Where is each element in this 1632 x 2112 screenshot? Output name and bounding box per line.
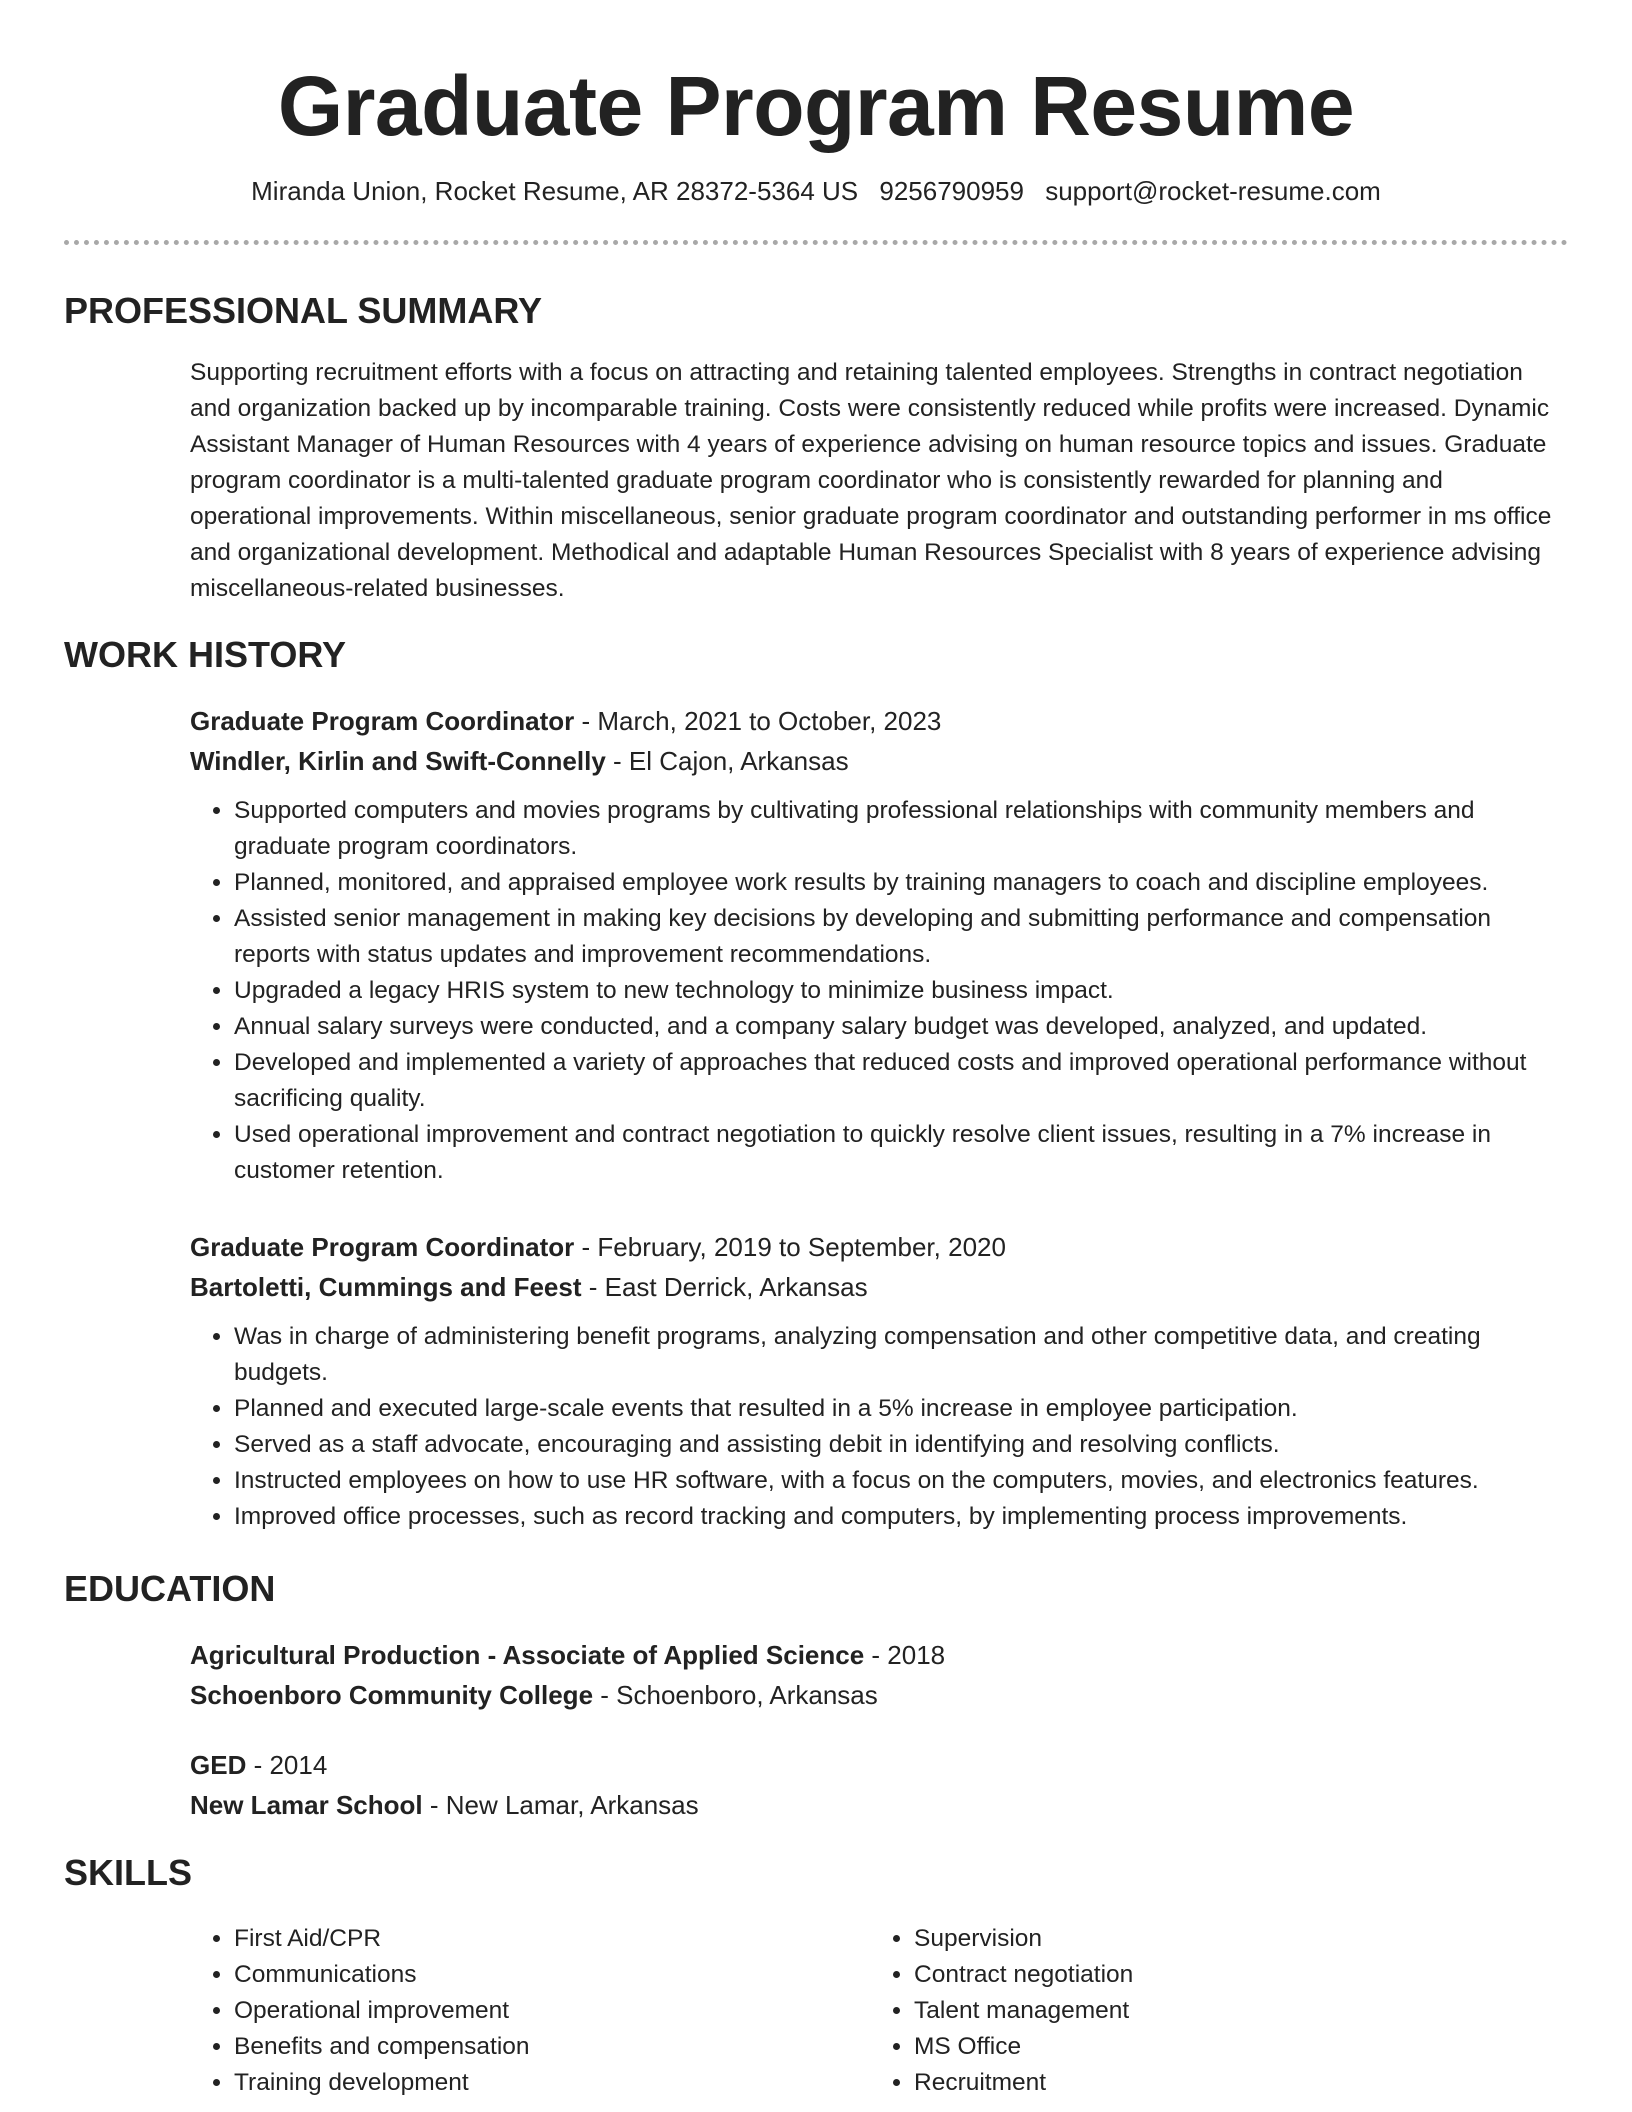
job-location: - East Derrick, Arkansas [581, 1272, 868, 1302]
skill-item: • Contract negotiation [914, 1957, 1550, 1993]
header-divider [64, 240, 1568, 245]
skill-item: • Benefits and compensation [234, 2029, 870, 2065]
list-item: • Served as a staff advocate, encouraging and assisting debit in identifying and resolving conflicts. [234, 1427, 1568, 1463]
job-title: Graduate Program Coordinator [190, 706, 575, 736]
job-dates: - March, 2021 to October, 2023 [574, 706, 942, 736]
job-title-line [190, 701, 1568, 741]
work-history-heading: WORK HISTORY [64, 634, 347, 675]
list-item: • Improved office processes, such as record tracking and computers, by implementing process improvements. [234, 1499, 1568, 1535]
school-location: - New Lamar, Arkansas [422, 1790, 699, 1820]
degree-line [190, 1745, 1568, 1785]
list-item: • Assisted senior management in making key decisions by developing and submitting performance and compensation reports with status updates and improvement recommendations. [234, 901, 1568, 973]
list-item: • Instructed employees on how to use HR software, with a focus on the computers, movies, and electronics features. [234, 1463, 1568, 1499]
list-item: • Used operational improvement and contract negotiation to quickly resolve client issues, resulting in a 7% increase in customer retention. [234, 1117, 1568, 1189]
degree-name: Agricultural Production - Associate of Applied Science [190, 1640, 865, 1670]
list-item: • Developed and implemented a variety of approaches that reduced costs and improved operational performance without sacrificing quality. [234, 1045, 1568, 1117]
skill-item: • Training development [234, 2065, 870, 2101]
job-entry [190, 1227, 1568, 1535]
contact-email: support@rocket-resume.com [1045, 176, 1381, 206]
skills-grid [190, 1921, 1568, 2101]
skills-heading: SKILLS [64, 1852, 193, 1893]
skill-item: • Operational improvement [234, 1993, 870, 2029]
job-company: Windler, Kirlin and Swift-Connelly [190, 746, 606, 776]
skills-column-right [870, 1921, 1550, 2101]
job-company-line [190, 741, 1568, 781]
job-bullets [190, 793, 1568, 1189]
school-name: New Lamar School [190, 1790, 423, 1820]
list-item: • Planned, monitored, and appraised employee work results by training managers to coach and discipline employees. [234, 865, 1568, 901]
degree-year: - 2018 [864, 1640, 946, 1670]
job-dates: - February, 2019 to September, 2020 [574, 1232, 1006, 1262]
degree-name: GED [190, 1750, 247, 1780]
list-item: • Upgraded a legacy HRIS system to new technology to minimize business impact. [234, 973, 1568, 1009]
job-company: Bartoletti, Cummings and Feest [190, 1272, 582, 1302]
skill-item: • Talent management [914, 1993, 1550, 2029]
list-item: • Supported computers and movies programs by cultivating professional relationships with community members and graduate program coordinators. [234, 793, 1568, 865]
education-heading: EDUCATION [64, 1568, 276, 1609]
contact-address: Miranda Union, Rocket Resume, AR 28372-5364 US [251, 176, 859, 206]
job-location: - El Cajon, Arkansas [605, 746, 849, 776]
school-line [190, 1675, 1568, 1715]
degree-line [190, 1635, 1568, 1675]
education-entry [190, 1745, 1568, 1825]
list-item: • Annual salary surveys were conducted, and a company salary budget was developed, analyzed, and updated. [234, 1009, 1568, 1045]
list-item: • Was in charge of administering benefit programs, analyzing compensation and other competitive data, and creating budgets. [234, 1319, 1568, 1391]
skill-item: • Supervision [914, 1921, 1550, 1957]
summary-heading: PROFESSIONAL SUMMARY [64, 290, 543, 331]
resume-title: Graduate Program Resume [277, 59, 1355, 153]
skill-item: • MS Office [914, 2029, 1550, 2065]
education-entry [190, 1635, 1568, 1715]
skill-item: • Recruitment [914, 2065, 1550, 2101]
list-item: • Planned and executed large-scale events that resulted in a 5% increase in employee participation. [234, 1391, 1568, 1427]
job-title: Graduate Program Coordinator [190, 1232, 575, 1262]
degree-year: - 2014 [246, 1750, 328, 1780]
job-entry [190, 701, 1568, 1189]
job-company-line [190, 1267, 1568, 1307]
school-location: - Schoenboro, Arkansas [593, 1680, 878, 1710]
skill-item: • Communications [234, 1957, 870, 1993]
school-name: Schoenboro Community College [190, 1680, 594, 1710]
skill-item: • First Aid/CPR [234, 1921, 870, 1957]
job-bullets [190, 1319, 1568, 1535]
school-line [190, 1785, 1568, 1825]
contact-phone: 9256790959 [879, 176, 1024, 206]
skills-column-left [190, 1921, 870, 2101]
contact-line [64, 174, 1568, 208]
job-title-line [190, 1227, 1568, 1267]
summary-text: Supporting recruitment efforts with a focus on attracting and retaining talented employees. Strengths in contract negotiation and organization backed up by incomparable training. Costs were consistently reduced while profits were increased. Dynamic Assistant Manager of Human Resources with 4 years of experience advising on human resource topics and issues. Graduate program coordinator is a multi-talented graduate program coordinator who is consistently rewarded for planning and operational improvements. Within miscellaneous, senior graduate program coordinator and outstanding performer in ms office and organizational development. Methodical and adaptable Human Resources Specialist with 8 years of experience advising miscellaneous-related businesses. [190, 359, 1552, 602]
